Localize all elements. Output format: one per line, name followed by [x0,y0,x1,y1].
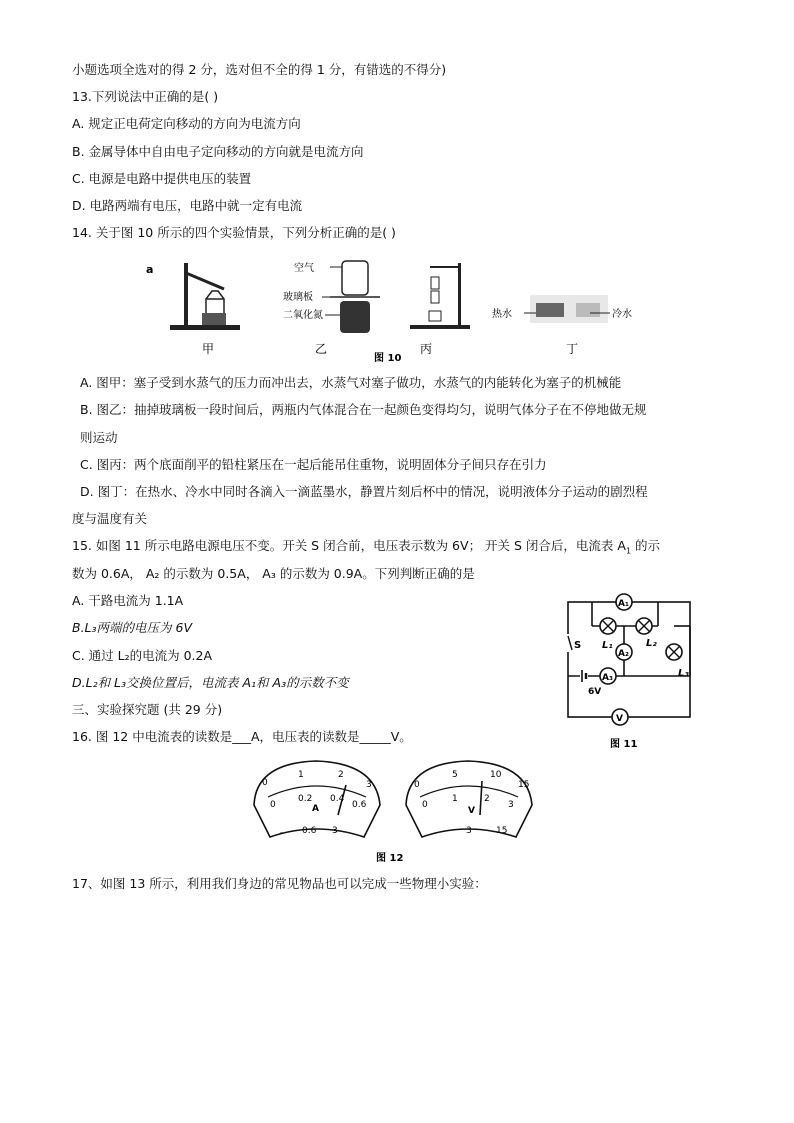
q15-option-a: A. 干路电流为 1.1A [72,593,184,608]
svg-text:1: 1 [452,794,458,804]
q15-text-end: 的示 [631,538,661,553]
q15-option-b: B.L₃两端的电压为 6V [72,620,193,635]
q14-option-c: C. 图丙：两个底面削平的铅柱紧压在一起后能吊住重物，说明固体分子间只存在引力 [80,457,547,472]
svg-text:0.2: 0.2 [298,794,313,804]
svg-text:2: 2 [338,770,344,780]
q13-option-d: D. 电路两端有电压，电路中就一定有电流 [72,198,303,213]
q13-option-a: A. 规定正电荷定向移动的方向为电流方向 [72,116,301,131]
svg-text:0.6: 0.6 [302,826,317,836]
lamp-l3 [666,644,689,679]
svg-text:3: 3 [366,780,372,790]
svg-text:15: 15 [518,780,530,790]
voltmeter-v [612,709,628,725]
svg-text:3: 3 [466,826,472,836]
fig10-label-ding: 丁 [566,342,579,356]
svg-text:10: 10 [490,770,502,780]
question-15-line1 [72,538,660,560]
question-16: 16. 图 12 中电流表的读数是___A，电压表的读数是_____V。 [72,729,412,744]
fig10-bing-apparatus [410,263,470,329]
svg-text:V: V [468,806,475,816]
fig10-ding-apparatus [524,295,610,323]
question-13: 13.下列说法中正确的是( ) [72,89,219,104]
svg-text:0: 0 [270,800,276,810]
svg-text:A₃: A₃ [602,673,613,683]
q14-option-d-line2: 度与温度有关 [72,511,148,526]
q13-option-b: B. 金属导体中自由电子定向移动的方向就是电流方向 [72,144,364,159]
figure-11-circuit [558,590,708,755]
q15-text: 15. 如图 11 所示电路电源电压不变。开关 S 闭合前，电压表示数为 6V； 开关 S 闭合后，电流表 A [72,538,626,553]
lamp-l2 [636,618,657,649]
q14-option-b-line2: 则运动 [80,430,118,445]
fig11-caption: 图 11 [610,739,638,750]
instruction-line: 小题选项全选对的得 2 分，选对但不全的得 1 分，有错选的不得分) [72,62,447,77]
svg-text:0: 0 [422,800,428,810]
question-15-line2: 数为 0.6A， A₂ 的示数为 0.5A， A₃ 的示数为 0.9A。下列判断正确的是 [72,566,475,581]
figure-12-meters [246,755,546,867]
battery [580,668,601,697]
svg-text:A: A [312,804,319,814]
fig10-glass-label: 玻璃板 [283,292,313,303]
svg-text:V: V [616,714,623,724]
q14-option-b-line1: B. 图乙：抽掉玻璃板一段时间后，两瓶内气体混合在一起颜色变得均匀，说明气体分子在不停地做无规 [80,402,647,417]
svg-text:S: S [574,640,582,651]
svg-text:a: a [146,263,154,276]
q15-sub: 1 [625,546,632,556]
q15-option-c: C. 通过 L₂的电流为 0.2A [72,648,213,663]
svg-text:1: 1 [298,770,304,780]
fig10-no2-label: 二氧化氮 [283,310,323,321]
question-14: 14. 关于图 10 所示的四个实验情景，下列分析正确的是( ) [72,225,396,240]
svg-text:2: 2 [484,794,490,804]
section-3-heading: 三、实验探究题 (共 29 分) [72,702,223,717]
svg-text:A₁: A₁ [618,599,629,609]
fig12-caption: 图 12 [376,853,404,864]
svg-text:15: 15 [496,826,508,836]
svg-text:L₂: L₂ [646,638,657,649]
ammeter-a3 [600,668,616,684]
svg-text:L₁: L₁ [602,640,613,651]
fig10-label-jia: 甲 [202,342,215,356]
svg-text:A₂: A₂ [618,649,629,659]
svg-text:0: 0 [262,778,268,788]
svg-text:-: - [434,828,438,838]
q14-option-a: A. 图甲：塞子受到水蒸气的压力而冲出去，水蒸气对塞子做功，水蒸气的内能转化为塞子的机械能 [80,375,622,390]
fig10-label-bing: 丙 [420,342,433,356]
q13-option-c: C. 电源是电路中提供电压的装置 [72,171,252,186]
fig10-caption: 图 10 [374,353,402,364]
ammeter-a2 [616,644,632,660]
fig10-yi-apparatus [322,261,380,333]
svg-text:3: 3 [508,800,514,810]
svg-text:0.6: 0.6 [352,800,367,810]
fig10-label-yi: 乙 [315,342,328,356]
fig10-jia-apparatus [146,263,240,330]
svg-text:0.4: 0.4 [330,794,345,804]
svg-text:0: 0 [414,780,420,790]
question-17: 17、如图 13 所示，利用我们身边的常见物品也可以完成一些物理小实验： [72,876,487,891]
svg-text:L₃: L₃ [678,668,689,679]
ammeter-a1 [616,594,632,610]
svg-text:3: 3 [332,826,338,836]
fig10-cold-label: 冷水 [612,309,632,320]
lamp-l1 [600,618,616,651]
figure-10 [140,255,640,367]
switch-s [564,634,581,652]
q15-option-d: D.L₂和 L₃交换位置后，电流表 A₁和 A₃的示数不变 [72,675,349,690]
svg-text:6V: 6V [588,687,602,697]
q14-option-d-line1: D. 图丁：在热水、冷水中同时各滴入一滴蓝墨水，静置片刻后杯中的情况，说明液体分子运动的剧烈程 [80,484,648,499]
ammeter-dial [254,761,380,837]
fig10-hot-label: 热水 [492,309,512,320]
svg-text:5: 5 [452,770,458,780]
fig10-air-label: 空气 [294,263,314,274]
svg-text:-: - [280,828,284,838]
